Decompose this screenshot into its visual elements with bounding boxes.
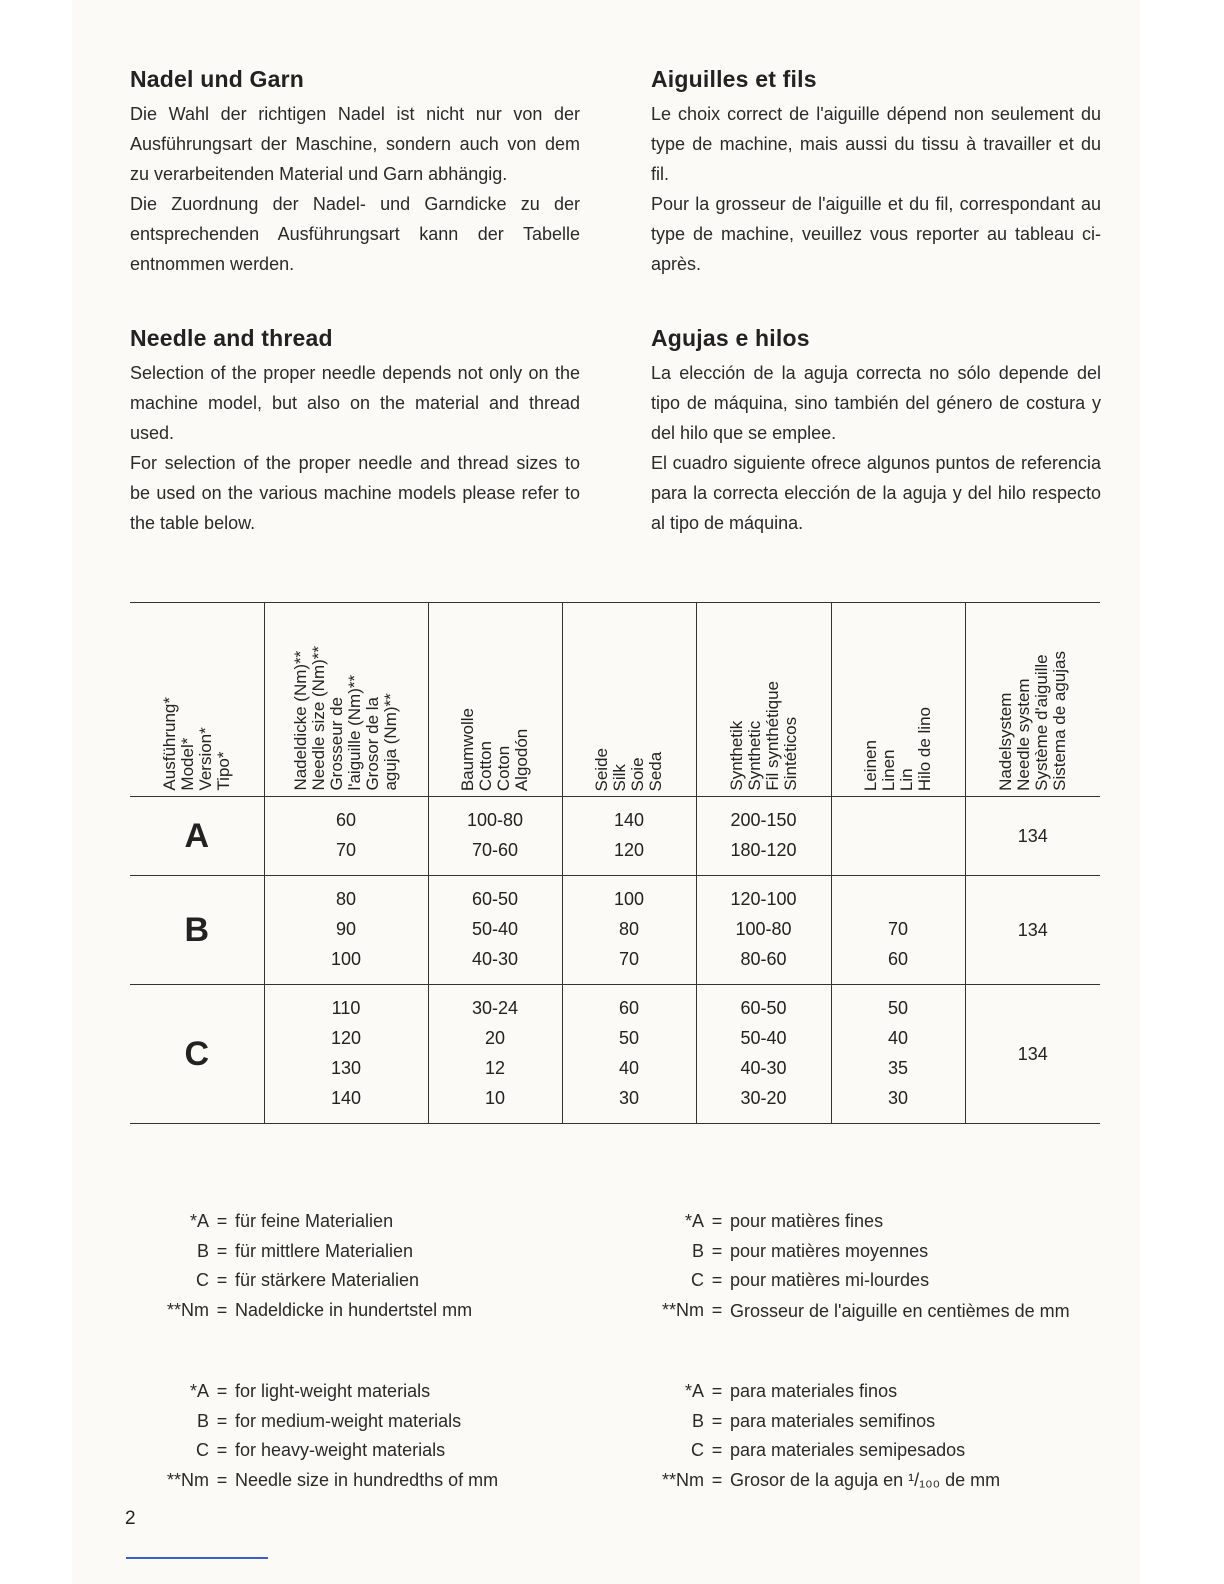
section-paragraph-fr-1: Le choix correct de l'aiguille dépend non seulement du type de machine, mais aussi du tissu à travailler et du fil. bbox=[651, 104, 1101, 184]
footnote-item: C = für stärkere Materialien bbox=[196, 1270, 420, 1290]
needle-system-cell: 134 bbox=[965, 985, 1100, 1124]
needle-thread-table bbox=[130, 602, 1100, 1124]
silk-cell: 60 50 40 30 bbox=[562, 985, 696, 1124]
footnote-item: *A = für feine Materialien bbox=[189, 1211, 394, 1231]
silk-cell: 100 80 70 bbox=[562, 876, 696, 985]
needle-size-cell: 80 90 100 bbox=[264, 876, 428, 985]
section-paragraph-es-2: El cuadro siguiente ofrece algunos puntos de referencia para la correcta elección de la aguja y del hilo respecto al tipo de máquina. bbox=[651, 453, 1101, 533]
synthetic-cell: 60-50 50-40 40-30 30-20 bbox=[696, 985, 831, 1124]
bottom-link-underline bbox=[126, 1557, 268, 1559]
footnote-item: B = pour matières moyennes bbox=[691, 1240, 929, 1261]
footnote-item: B = für mittlere Materialien bbox=[196, 1240, 414, 1261]
header-synthetic: Synthetik Synthetic Fil synthétique Sintéticos bbox=[696, 603, 831, 797]
header-cotton: Baumwolle Cotton Coton Algodón bbox=[428, 603, 562, 797]
version-letter-a: A bbox=[130, 797, 264, 876]
table-row-a bbox=[130, 797, 1100, 876]
header-version: Ausführung* Model* Version* Tipo* bbox=[130, 603, 264, 797]
footnote-item: C = pour matières mi-lourdes bbox=[691, 1270, 930, 1290]
footnote-item: *A = para materiales finos bbox=[684, 1381, 898, 1401]
section-es bbox=[651, 325, 1101, 538]
section-title-es: Agujas e hilos bbox=[651, 325, 810, 351]
section-title-de: Nadel und Garn bbox=[130, 66, 305, 92]
footnotes-es bbox=[626, 1377, 1090, 1495]
footnote-item: C = for heavy-weight materials bbox=[196, 1440, 446, 1460]
header-needle-size: Nadeldicke (Nm)** Needle size (Nm)** Grosseur de l'aiguille (Nm)** Grosor de la aguja (Nm)** bbox=[264, 603, 428, 797]
section-paragraph-fr-2: Pour la grosseur de l'aiguille et du fil, correspondant au type de machine, veuillez vous reporter au tableau ci-après. bbox=[651, 194, 1101, 274]
cotton-cell: 30-24 20 12 10 bbox=[428, 985, 562, 1124]
linen-cell: 70 60 bbox=[831, 876, 965, 985]
linen-cell: 50 40 35 30 bbox=[831, 985, 965, 1124]
table-row-c bbox=[130, 985, 1100, 1124]
footnote-item: **Nm = Grosseur de l'aiguille en centièmes de mm bbox=[661, 1299, 1070, 1321]
silk-cell: 140 120 bbox=[562, 797, 696, 876]
header-linen: Leinen Linen Lin Hilo de lino bbox=[831, 603, 965, 797]
section-fr bbox=[651, 66, 1101, 279]
linen-cell bbox=[831, 797, 965, 876]
footnote-item: **Nm = Nadeldicke in hundertstel mm bbox=[166, 1299, 473, 1320]
table-row-b bbox=[130, 876, 1100, 985]
table-header-row bbox=[130, 603, 1100, 797]
footnote-item: B = para materiales semifinos bbox=[691, 1410, 936, 1431]
header-needle-system: Nadelsystem Needle system Système d'aiguille Sistema de agujas bbox=[965, 603, 1100, 797]
needle-system-cell: 134 bbox=[965, 876, 1100, 985]
needle-size-cell: 110 120 130 140 bbox=[264, 985, 428, 1124]
footnote-item: **Nm = Grosor de la aguja en ¹/₁₀₀ de mm bbox=[661, 1469, 1001, 1490]
footnote-item: C = para materiales semipesados bbox=[691, 1440, 966, 1460]
needle-system-cell: 134 bbox=[965, 797, 1100, 876]
footnotes-fr bbox=[626, 1207, 1090, 1325]
synthetic-cell: 200-150 180-120 bbox=[696, 797, 831, 876]
footnote-item: *A = for light-weight materials bbox=[189, 1381, 431, 1401]
footnote-item: B = for medium-weight materials bbox=[196, 1410, 462, 1431]
version-letter-c: C bbox=[130, 985, 264, 1124]
footnote-item: *A = pour matières fines bbox=[684, 1211, 884, 1231]
footnotes-de bbox=[131, 1207, 595, 1325]
section-paragraph-es-1: La elección de la aguja correcta no sólo depende del tipo de máquina, sino también del género de costura y del hilo que se emplee. bbox=[651, 363, 1101, 443]
footnote-item: **Nm = Needle size in hundredths of mm bbox=[166, 1469, 499, 1490]
section-title-en: Needle and thread bbox=[130, 325, 333, 351]
header-silk: Seide Silk Soie Seda bbox=[562, 603, 696, 797]
section-paragraph-de-2: Die Zuordnung der Nadel- und Garndicke zu der entsprechenden Ausführungsart kann der Tabelle entnommen werden. bbox=[130, 194, 580, 274]
section-de bbox=[130, 66, 580, 279]
synthetic-cell: 120-100 100-80 80-60 bbox=[696, 876, 831, 985]
scan-left-margin bbox=[0, 0, 72, 1584]
cotton-cell: 100-80 70-60 bbox=[428, 797, 562, 876]
section-paragraph-de-1: Die Wahl der richtigen Nadel ist nicht nur von der Ausführungsart der Maschine, sondern auch von dem zu verarbeitenden Material und Garn abhängig. bbox=[130, 104, 580, 184]
needle-size-cell: 60 70 bbox=[264, 797, 428, 876]
version-letter-b: B bbox=[130, 876, 264, 985]
section-paragraph-en-2: For selection of the proper needle and thread sizes to be used on the various machine models please refer to the table below. bbox=[130, 453, 580, 533]
scan-right-margin bbox=[1140, 0, 1224, 1584]
footnotes-en bbox=[131, 1377, 595, 1495]
section-paragraph-en-1: Selection of the proper needle depends not only on the machine model, but also on the material and thread used. bbox=[130, 363, 580, 443]
section-title-fr: Aiguilles et fils bbox=[651, 66, 817, 92]
cotton-cell: 60-50 50-40 40-30 bbox=[428, 876, 562, 985]
page-number: 2 bbox=[125, 1508, 136, 1529]
section-en bbox=[130, 325, 580, 538]
